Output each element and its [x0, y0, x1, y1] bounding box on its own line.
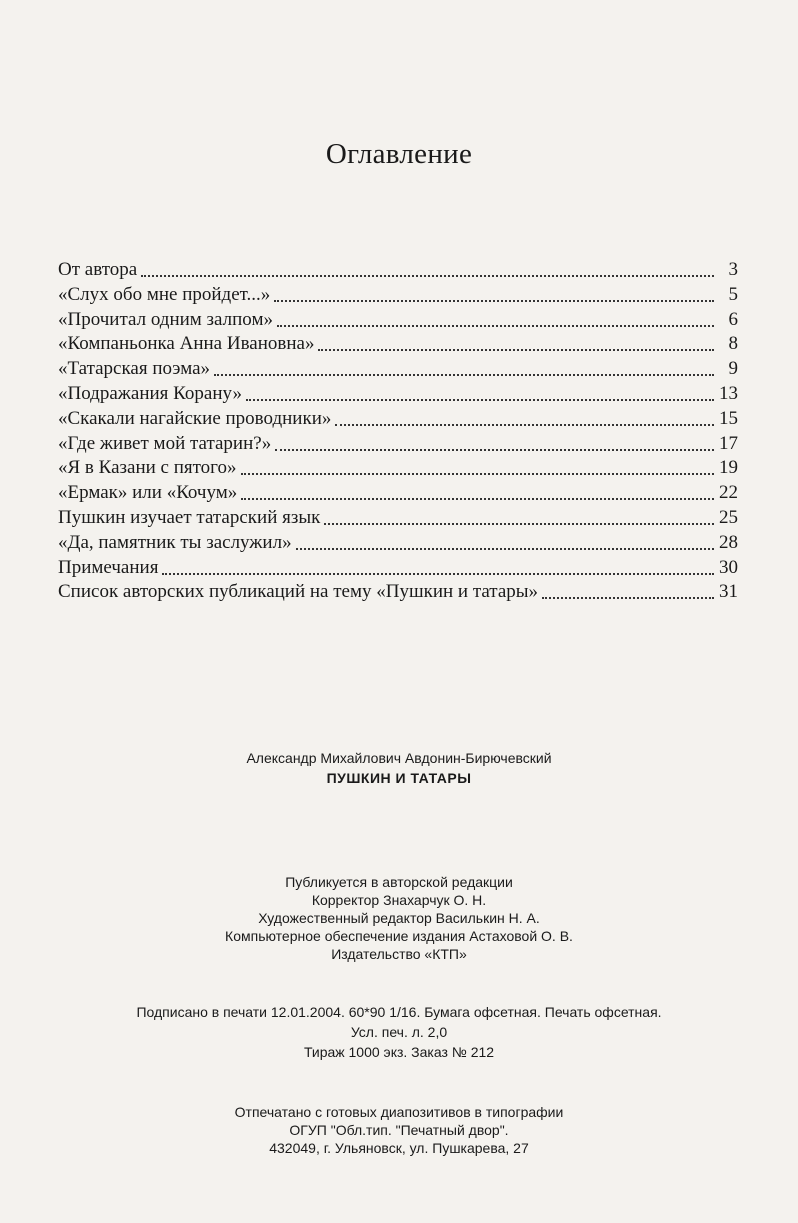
toc-entry-label: «Скакали нагайские проводники» — [58, 407, 332, 429]
printer-address: 432049, г. Ульяновск, ул. Пушкарева, 27 — [269, 1140, 529, 1156]
author-name: Александр Михайлович Авдонин-Бирючевский — [246, 750, 552, 766]
art-editor: Художественный редактор Василькин Н. А. — [258, 910, 540, 926]
toc-leader — [324, 506, 714, 525]
toc-leader — [296, 531, 714, 550]
toc-entry-page: 6 — [728, 308, 738, 330]
toc-entry-label: «Прочитал одним залпом» — [58, 308, 273, 330]
toc-leader — [162, 556, 714, 575]
toc-entry-label: «Компаньонка Анна Ивановна» — [58, 333, 315, 355]
toc-entry — [58, 332, 738, 357]
toc-entry-page: 17 — [719, 432, 738, 454]
publisher: Издательство «КТП» — [331, 946, 467, 962]
toc-entry-page: 28 — [719, 531, 738, 553]
toc-leader — [275, 432, 714, 451]
printer-name: ОГУП "Обл.тип. "Печатный двор". — [289, 1122, 509, 1138]
toc-entry-page: 31 — [719, 581, 738, 603]
toc-leader — [241, 481, 714, 500]
toc-leader — [542, 580, 714, 599]
toc-entry-page: 5 — [728, 283, 738, 305]
print-run: Тираж 1000 экз. Заказ № 212 — [303, 1044, 495, 1060]
toc-entry — [58, 357, 738, 382]
printed-sheets: Усл. печ. л. 2,0 — [350, 1024, 448, 1040]
page-title: Оглавление — [325, 138, 473, 170]
toc-entry — [58, 283, 738, 308]
toc-entry-page: 9 — [728, 358, 738, 380]
toc-leader — [241, 456, 715, 475]
toc-entry — [58, 258, 738, 283]
toc-entry-page: 30 — [719, 556, 738, 578]
toc-entry-label: «Татарская поэма» — [58, 358, 211, 380]
toc-leader — [246, 382, 714, 401]
toc-leader — [214, 357, 714, 376]
printed-from: Отпечатано с готовых диапозитивов в типографии — [234, 1104, 564, 1120]
toc-entry-label: «Подражания Корану» — [58, 382, 242, 404]
toc-entry-page: 15 — [719, 407, 738, 429]
toc-entry-label: Пушкин изучает татарский язык — [58, 506, 321, 528]
toc-entry-label: «Где живет мой татарин?» — [58, 432, 272, 454]
toc-leader — [277, 308, 714, 327]
toc-entry-page: 19 — [719, 457, 738, 479]
toc-entry-page: 25 — [719, 506, 738, 528]
toc-entry — [58, 531, 738, 556]
edition-note: Публикуется в авторской редакции — [285, 874, 513, 890]
toc-entry-label: Примечания — [58, 556, 159, 578]
proofreader: Корректор Знахарчук О. Н. — [311, 892, 487, 908]
print-signed: Подписано в печати 12.01.2004. 60*90 1/16. Бумага офсетная. Печать офсетная. — [136, 1004, 662, 1020]
layout-credit: Компьютерное обеспечение издания Астаховой О. В. — [225, 928, 573, 944]
toc-entry — [58, 456, 738, 481]
toc-entry — [58, 382, 738, 407]
toc-leader — [141, 258, 714, 277]
toc-entry-page: 22 — [719, 482, 738, 504]
toc-entry-page: 3 — [728, 259, 738, 280]
toc-entry-label: От автора — [58, 259, 138, 280]
toc-entry — [58, 580, 738, 605]
toc-entry-label: Список авторских публикаций на тему «Пушкин и татары» — [58, 581, 539, 603]
toc-entry — [58, 481, 738, 506]
toc-entry — [58, 506, 738, 531]
toc-entry-label: «Ермак» или «Кочум» — [58, 482, 238, 504]
toc-leader — [318, 332, 714, 351]
toc-entry — [58, 432, 738, 457]
toc-entry — [58, 556, 738, 581]
toc-entry-page: 8 — [728, 333, 738, 355]
book-title: ПУШКИН И ТАТАРЫ — [326, 770, 472, 786]
toc-entry-label: «Слух обо мне пройдет...» — [58, 283, 271, 305]
table-of-contents — [58, 258, 738, 605]
toc-entry — [58, 308, 738, 333]
toc-entry-page: 13 — [719, 382, 738, 404]
toc-leader — [335, 407, 714, 426]
toc-entry-label: «Я в Казани с пятого» — [58, 457, 237, 479]
toc-leader — [274, 283, 714, 302]
toc-entry — [58, 407, 738, 432]
toc-entry-label: «Да, памятник ты заслужил» — [58, 531, 292, 553]
